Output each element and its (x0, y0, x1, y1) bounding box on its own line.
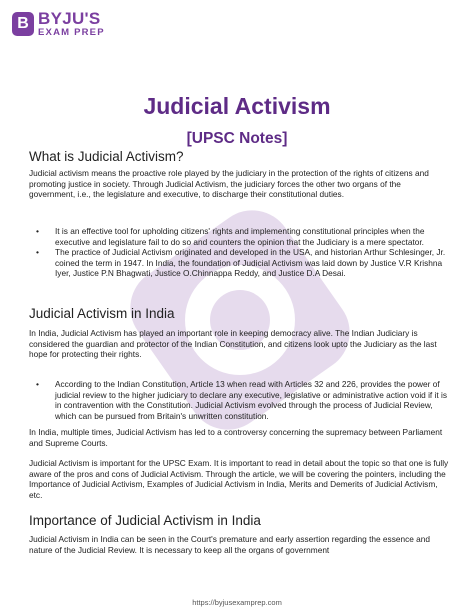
list-item: • It is an effective tool for upholding citizens' rights and implementing constitutional principles when the executive and legislature fail to do so and counters the opinion that the Judiciary is a mere spectator. (55, 226, 449, 247)
logo-brand: BYJU'S (38, 9, 101, 28)
section-paragraph: Judicial Activism is important for the UPSC Exam. It is important to read in detail about the topic so that one is fully aware of the pros and cons of Judicial Activism. Through the article, we will be covering the pointers, including the Importance of Judicial Activism, Examples of Judicial Activism in India, Merits and Demerits of Judicial Activism, etc. (29, 458, 449, 500)
section-heading-what-is: What is Judicial Activism? (29, 149, 184, 164)
section-paragraph: In India, multiple times, Judicial Activism has led to a controversy concerning the supremacy between Parliament and Supreme Courts. (29, 427, 443, 448)
section-paragraph: Judicial activism means the proactive role played by the judiciary in the protection of the rights of citizens and promoting justice in society. Through Judicial Activism, the judiciary forces the other two organs of the government, i.e., the legislature and executive, to discharge their constitutional duties. (29, 168, 429, 200)
logo-text (38, 10, 105, 38)
list-item: • According to the Indian Constitution, Article 13 when read with Articles 32 and 226, provides the power of judicial review to the higher judiciary to declare any executive, legislative or administrative action void if it is in contravention with the Constitution. Judicial Activism evolved through the process of Judicial Review, which can be pursued from Britain's unwritten constitution. (55, 379, 449, 421)
brand-logo (12, 10, 105, 38)
page-subtitle: [UPSC Notes] (186, 130, 288, 147)
bullet-list (29, 379, 449, 421)
bullet-list (29, 226, 449, 279)
section-heading-importance: Importance of Judicial Activism in India (29, 513, 261, 528)
logo-sub: EXAM PREP (38, 27, 105, 38)
page-title: Judicial Activism (143, 93, 331, 119)
section-heading-india: Judicial Activism in India (29, 306, 175, 321)
list-item: • The practice of Judicial Activism originated and developed in the USA, and historian Arthur Schlesinger, Jr. coined the term in 1947. In India, the foundation of Judicial Activism was laid down by Justice V.R Krishna Iyer, Justice P.N Bhagwati, Justice O.Chinnappa Reddy, and Justice D.A Desai. (55, 247, 449, 279)
logo-mark-icon: B (12, 12, 34, 36)
section-paragraph: Judicial Activism in India can be seen in the Court's premature and early assertion regarding the essence and nature of the Judicial Review. It is necessary to keep all the organs of government (29, 534, 430, 555)
section-paragraph: In India, Judicial Activism has played an important role in keeping democracy alive. The Indian Judiciary is considered the guardian and protector of the Indian Constitution, and citizens look upto the Judiciary as the last hope for protecting their rights. (29, 328, 437, 360)
footer-link[interactable]: https://byjusexamprep.com (192, 598, 282, 607)
